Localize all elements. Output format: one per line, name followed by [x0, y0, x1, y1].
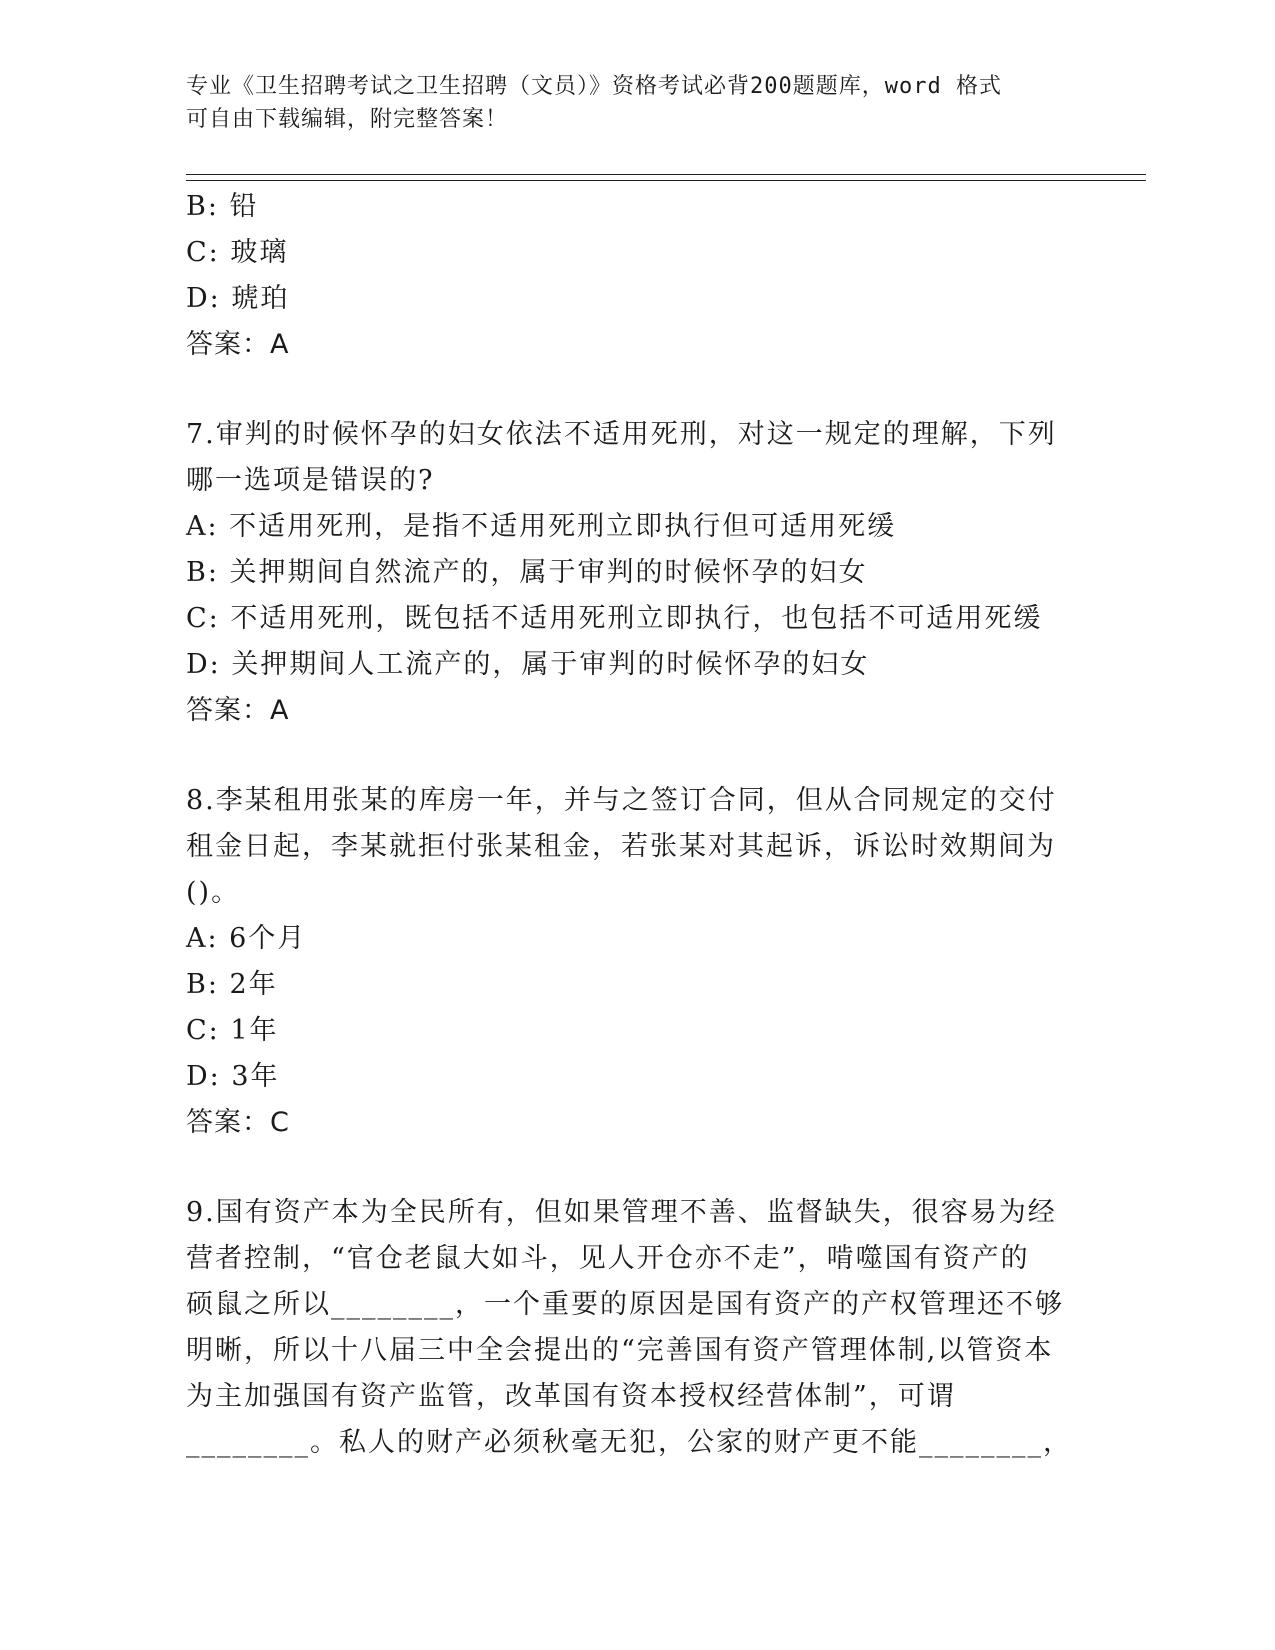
answer-line: 答案：A	[186, 695, 290, 726]
option-b: B: 2年	[186, 969, 278, 1000]
question-7-block	[186, 412, 1086, 734]
option-b: B: 关押期间自然流产的，属于审判的时候怀孕的妇女	[186, 557, 868, 588]
spacer	[186, 734, 1086, 778]
document-header	[186, 70, 1066, 136]
option-d: D: 关押期间人工流产的，属于审判的时候怀孕的妇女	[186, 649, 870, 680]
answer-line: 答案：A	[186, 329, 290, 360]
option-c: C: 1年	[186, 1015, 279, 1046]
question-7-text-2: 哪一选项是错误的?	[186, 465, 435, 496]
header-line-1: 专业《卫生招聘考试之卫生招聘（文员）》资格考试必背200题题库，word 格式	[186, 74, 1002, 99]
question-8-text-3: ()。	[186, 877, 241, 908]
option-a: A: 不适用死刑，是指不适用死刑立即执行但可适用死缓	[186, 511, 897, 542]
question-9-text-3: 硕鼠之所以________，一个重要的原因是国有资产的产权管理还不够	[186, 1289, 1064, 1320]
option-b: B: 铅	[186, 191, 259, 222]
question-8-text-1: 8.李某租用张某的库房一年，并与之签订合同，但从合同规定的交付	[186, 785, 1057, 816]
previous-question-block	[186, 184, 1086, 368]
question-8-text-2: 租金日起，李某就拒付张某租金，若张某对其起诉，诉讼时效期间为	[186, 831, 1056, 862]
question-9-block	[186, 1190, 1086, 1466]
header-rule-top	[186, 174, 1146, 175]
question-9-text-2: 营者控制，“官仓老鼠大如斗，见人开仓亦不走”，啃噬国有资产的	[186, 1243, 1030, 1274]
header-line-2: 可自由下载编辑，附完整答案！	[186, 107, 509, 132]
spacer	[186, 1146, 1086, 1190]
question-9-text-6: ________。私人的财产必须秋毫无犯，公家的财产更不能________，	[186, 1427, 1072, 1458]
answer-line: 答案：C	[186, 1107, 290, 1138]
header-rule-bottom	[186, 180, 1146, 181]
option-d: D: 琥珀	[186, 283, 290, 314]
question-9-text-4: 明晰，所以十八届三中全会提出的“完善国有资产管理体制,以管资本	[186, 1335, 1054, 1366]
option-a: A: 6个月	[186, 923, 307, 954]
question-8-block	[186, 778, 1086, 1146]
question-9-text-1: 9.国有资产本为全民所有，但如果管理不善、监督缺失，很容易为经	[186, 1197, 1057, 1228]
question-9-text-5: 为主加强国有资产监管，改革国有资本授权经营体制”，可谓	[186, 1381, 956, 1412]
spacer	[186, 368, 1086, 412]
option-c: C: 玻璃	[186, 237, 289, 268]
question-content	[186, 184, 1086, 1466]
option-d: D: 3年	[186, 1061, 280, 1092]
question-7-text-1: 7.审判的时候怀孕的妇女依法不适用死刑，对这一规定的理解，下列	[186, 419, 1057, 450]
option-c: C: 不适用死刑，既包括不适用死刑立即执行，也包括不可适用死缓	[186, 603, 1043, 634]
